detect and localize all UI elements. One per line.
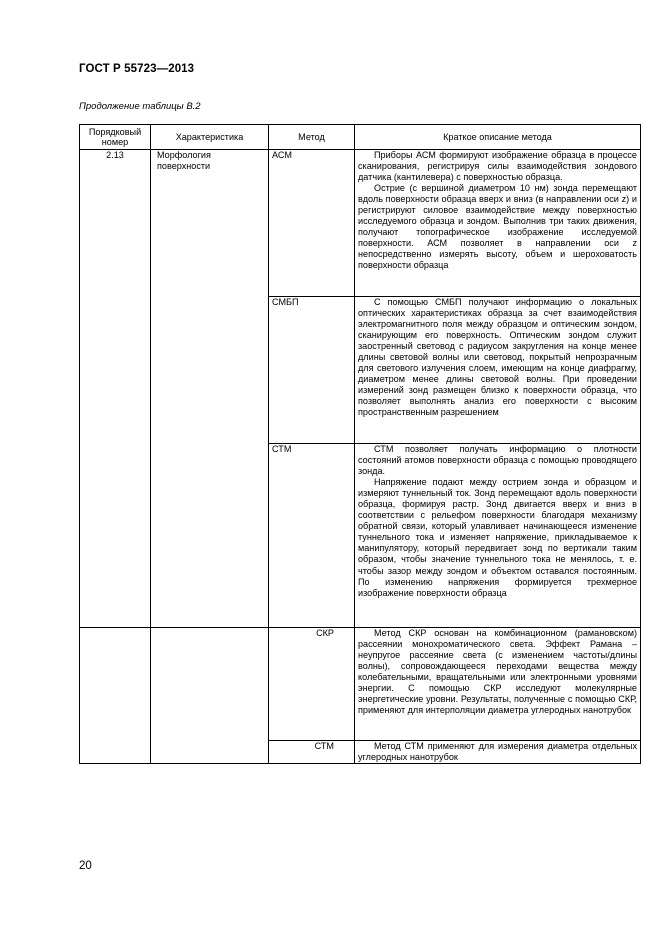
description-paragraph: СТМ позволяет получать информацию о плотности состояний атомов поверхности образца с помощью проводящего зонда. — [358, 444, 637, 477]
table-caption: Продолжение таблицы В.2 — [79, 101, 201, 112]
description-paragraph: Метод СКР основан на комбинационном (рамановском) рассеянии монохроматического света. Эффект Рамана – неупругое рассеяние света (с изменением частоты/длины волны), сопровождающееся переходами вещества между колебательными, вращательными или электронными уровнями энергии. С помощью СКР исследуют молекулярные энергетические уровни. Результаты, полученные с помощью СКР, применяют для интерполяции диаметра углеродных нанотрубок — [358, 628, 637, 716]
empty-number-cell — [80, 628, 151, 764]
description-cell — [355, 741, 641, 764]
method-cell: СТМ — [269, 444, 355, 628]
table-header-row — [80, 125, 641, 150]
description-cell — [355, 297, 641, 444]
description-paragraph: Приборы АСМ формируют изображение образца в процессе сканирования, регистрируя силы взаимодействия зондового датчика (кантилевера) с поверхностью образца. — [358, 150, 637, 183]
method-cell: СМБП — [269, 297, 355, 444]
column-header-number: Порядковый номер — [80, 125, 151, 150]
table-row — [80, 628, 641, 741]
description-cell — [355, 444, 641, 628]
document-header: ГОСТ Р 55723—2013 — [79, 63, 195, 75]
methods-table — [79, 124, 641, 764]
method-cell: АСМ — [269, 150, 355, 297]
description-cell — [355, 628, 641, 741]
description-paragraph: С помощью СМБП получают информацию о локальных оптических характеристиках образца за счет взаимодействия электромагнитного поля между образцом и оптическим зондом, сканирующим его поверхность. Оптическим зондом служит заостренный световод с радиусом закругления на конце менее длины световой волны или световод, покрытый непрозрачным для светового излучения слоем, имеющим на конце диафрагму, диаметром менее длины световой волны. При проведении измерений зонд размещен близко к поверхности образца, что позволяет выполнять анализ его поверхности с высоким пространственным разрешением — [358, 297, 637, 418]
description-cell — [355, 150, 641, 297]
page-number: 20 — [79, 860, 92, 872]
description-paragraph: Острие (с вершиной диаметром 10 нм) зонда перемещают вдоль поверхности образца вверх и вниз (в направлении оси z) и регистрируют силовое взаимодействие между поверхностью исследуемого образца и зондом. Выполнив три таких движения, получают топографическое изображение исследуемой поверхности. АСМ позволяет в направлении оси z непосредственно измерять высоту, объем и шероховатость поверхности образца — [358, 183, 637, 271]
method-cell: СТМ — [269, 741, 355, 764]
description-paragraph: Напряжение подают между острием зонда и образцом и измеряют туннельный ток. Зонд перемещают вдоль поверхности образца, формируя растр. Зонд двигается вверх и вниз в соответствии с рельефом поверхности благодаря механизму обратной связи, который улавливает начинающееся изменение туннельного тока и изменяет напряжение, прикладываемое к манипулятору, который передвигает зонд по вертикали таким образом, чтобы значение туннельного тока не менялось, т. е. чтобы зазор между зондом и объектом оставался постоянным. По изменению напряжения формируется трехмерное изображение поверхности образца — [358, 477, 637, 598]
row-number: 2.13 — [80, 150, 151, 628]
description-paragraph: Метод СТМ применяют для измерения диаметра отдельных углеродных нанотрубок — [358, 741, 637, 763]
column-header-method: Метод — [269, 125, 355, 150]
column-header-description: Краткое описание метода — [355, 125, 641, 150]
table-row — [80, 150, 641, 297]
column-header-characteristic: Характеристика — [151, 125, 269, 150]
method-cell: СКР — [269, 628, 355, 741]
empty-characteristic-cell — [151, 628, 269, 764]
characteristic-cell: Морфология поверхности — [151, 150, 269, 628]
